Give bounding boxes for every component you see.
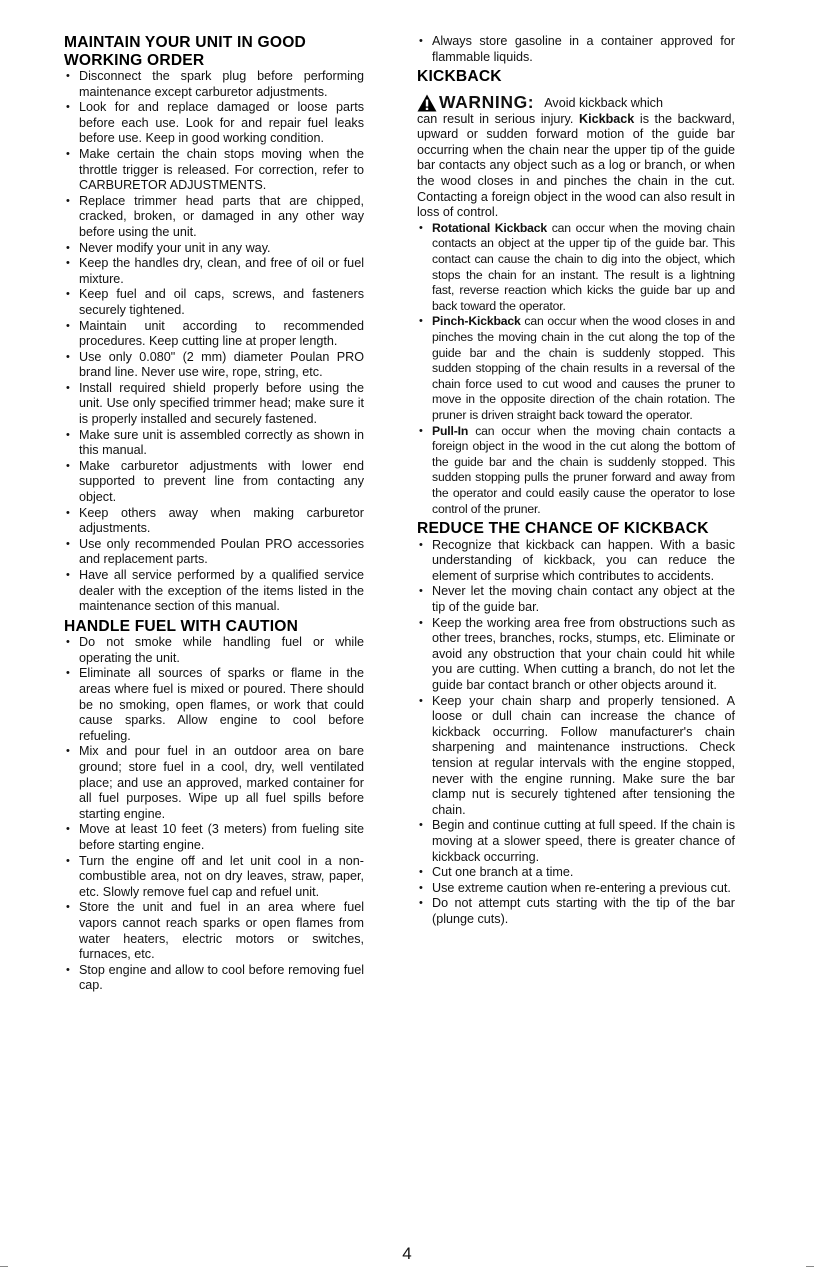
list-item: • Stop engine and allow to cool before removing fuel cap. xyxy=(64,963,364,994)
right-column xyxy=(417,34,735,927)
heading-maintain: MAINTAIN YOUR UNIT IN GOOD WORKING ORDER xyxy=(64,34,306,69)
list-item: • Turn the engine off and let unit cool in a non-combustible area, not on dry leaves, straw, paper, etc. Slowly remove fuel cap and refuel unit. xyxy=(64,854,364,901)
kickback-term: Kickback xyxy=(579,111,635,126)
list-item: • Never let the moving chain contact any object at the tip of the guide bar. xyxy=(417,584,735,615)
kickback-types-list xyxy=(417,221,735,517)
kickback-type-text: can occur when the moving chain contacts an object at the upper tip of the guide bar. This contact can cause the chain to dig into the object, which stops the chain for an instant. The result is a lightning fast, reverse reaction which kicks the guide bar up and back toward the operator. xyxy=(432,220,735,313)
list-item: • Keep fuel and oil caps, screws, and fasteners securely tightened. xyxy=(64,287,364,318)
list-item: • Keep the handles dry, clean, and free of oil or fuel mixture. xyxy=(64,256,364,287)
list-item: • Cut one branch at a time. xyxy=(417,865,735,881)
warning-lead: Avoid kickback which xyxy=(544,95,663,110)
kickback-type-term: Pull-In xyxy=(432,423,469,438)
list-item: • Begin and continue cutting at full speed. If the chain is moving at a slower speed, there is greater chance of kickback occurring. xyxy=(417,818,735,865)
maintain-list xyxy=(64,69,364,615)
list-item: • Do not smoke while handling fuel or while operating the unit. xyxy=(64,635,364,666)
gasoline-list xyxy=(417,34,735,65)
list-item: • Recognize that kickback can happen. With a basic understanding of kickback, you can reduce the element of surprise which contributes to accidents. xyxy=(417,538,735,585)
warning-text-a: can result in serious injury. xyxy=(417,111,574,126)
reduce-list xyxy=(417,538,735,928)
kickback-type-term: Rotational Kickback xyxy=(432,220,548,235)
list-item: • Do not attempt cuts starting with the tip of the bar (plunge cuts). xyxy=(417,896,735,927)
heading-reduce: REDUCE THE CHANCE OF KICKBACK xyxy=(417,520,709,538)
crop-mark-right xyxy=(806,1266,814,1267)
list-item: • Keep your chain sharp and properly tensioned. A loose or dull chain can increase the chance of kickback occurring. Follow manufacturer's chain sharpening and maintenance instructions. Check tension at regular intervals with the engine stopped, never with the engine running. Make sure the bar clamp nut is securely tightened after tensioning the chain. xyxy=(417,694,735,819)
list-item: • Install required shield properly before using the unit. Use only specified trimmer head; make sure it is properly installed and securely fastened. xyxy=(64,381,364,428)
list-item: • Use only recommended Poulan PRO accessories and replacement parts. xyxy=(64,537,364,568)
list-item xyxy=(417,221,735,315)
list-item: • Always store gasoline in a container approved for flammable liquids. xyxy=(417,34,735,65)
crop-mark-left xyxy=(0,1266,8,1267)
list-item: • Make certain the chain stops moving when the throttle trigger is released. For correction, refer to CARBURETOR ADJUSTMENTS. xyxy=(64,147,364,194)
warning-paragraph xyxy=(417,112,735,221)
kickback-type-term: Pinch-Kickback xyxy=(432,314,521,329)
heading-fuel: HANDLE FUEL WITH CAUTION xyxy=(64,617,299,635)
list-item: • Use extreme caution when re-entering a previous cut. xyxy=(417,881,735,897)
list-item: • Replace trimmer head parts that are chipped, cracked, broken, or damaged in any other way before using the unit. xyxy=(64,194,364,241)
list-item: • Eliminate all sources of sparks or flame in the areas where fuel is mixed or poured. There should be no smoking, open flames, or work that could cause sparks. Allow engine to cool before refueling. xyxy=(64,666,364,744)
warning-word: WARNING: xyxy=(439,91,535,112)
list-item: • Use only 0.080" (2 mm) diameter Poulan PRO brand line. Never use wire, rope, string, etc. xyxy=(64,350,364,381)
list-item: • Maintain unit according to recommended procedures. Keep cutting line at proper length. xyxy=(64,319,364,350)
fuel-list xyxy=(64,635,364,994)
list-item xyxy=(417,424,735,518)
list-item xyxy=(417,314,735,423)
list-item: • Keep others away when making carburetor adjustments. xyxy=(64,506,364,537)
list-item: • Make carburetor adjustments with lower end supported to prevent line from contacting any object. xyxy=(64,459,364,506)
page-number: 4 xyxy=(402,1244,412,1263)
heading-kickback: KICKBACK xyxy=(417,68,502,86)
list-item: • Mix and pour fuel in an outdoor area on bare ground; store fuel in a cool, dry, well ventilated place; and use an approved, marked container for all fuel purposes. Wipe up all fuel spills before starting engine. xyxy=(64,744,364,822)
list-item: • Move at least 10 feet (3 meters) from fueling site before starting engine. xyxy=(64,822,364,853)
list-item: • Have all service performed by a qualified service dealer with the exception of the items listed in the maintenance section of this manual. xyxy=(64,568,364,615)
list-item: • Disconnect the spark plug before performing maintenance except carburetor adjustments. xyxy=(64,69,364,100)
warning-triangle-icon xyxy=(417,94,437,112)
list-item: • Store the unit and fuel in an area where fuel vapors cannot reach sparks or open flames from water heaters, electric motors or switches, furnaces, etc. xyxy=(64,900,364,962)
list-item: • Keep the working area free from obstructions such as other trees, branches, rocks, stumps, etc. Eliminate or avoid any obstruction that your chain could hit while you are cutting. When cutting a branch, do not let the guide bar contact branch or other objects around it. xyxy=(417,616,735,694)
left-column xyxy=(64,34,364,994)
list-item: • Look for and replace damaged or loose parts before each use. Look for and repair fuel leaks before use. Keep in good working condition. xyxy=(64,100,364,147)
kickback-type-text: can occur when the moving chain contacts a foreign object in the wood in the cut along the bottom of the guide bar and the chain is suddenly stopped. This sudden stopping pulls the pruner forward and away from the operator and could easily cause the operator to lose control of the pruner. xyxy=(432,423,735,516)
list-item: • Never modify your unit in any way. xyxy=(64,241,364,257)
warning-header xyxy=(417,92,735,112)
kickback-type-text: can occur when the wood closes in and pinches the moving chain in the cut along the top of the guide bar and the chain is suddenly stopped. This sudden stopping of the chain results in a reversal of the chain force used to cut wood and causes the pruner to move in the opposite direction of the chain rotation. The pruner is driven straight back toward the operator. xyxy=(432,314,735,422)
list-item: • Make sure unit is assembled correctly as shown in this manual. xyxy=(64,428,364,459)
warning-text-b: is the backward, upward or sudden forward motion of the guide bar occurring when the chain near the upper tip of the guide bar contacts any object such as a log or branch, or when the wood closes in and pinches the chain in the cut. Contacting a foreign object in the wood can also result in loss of control. xyxy=(417,111,736,220)
